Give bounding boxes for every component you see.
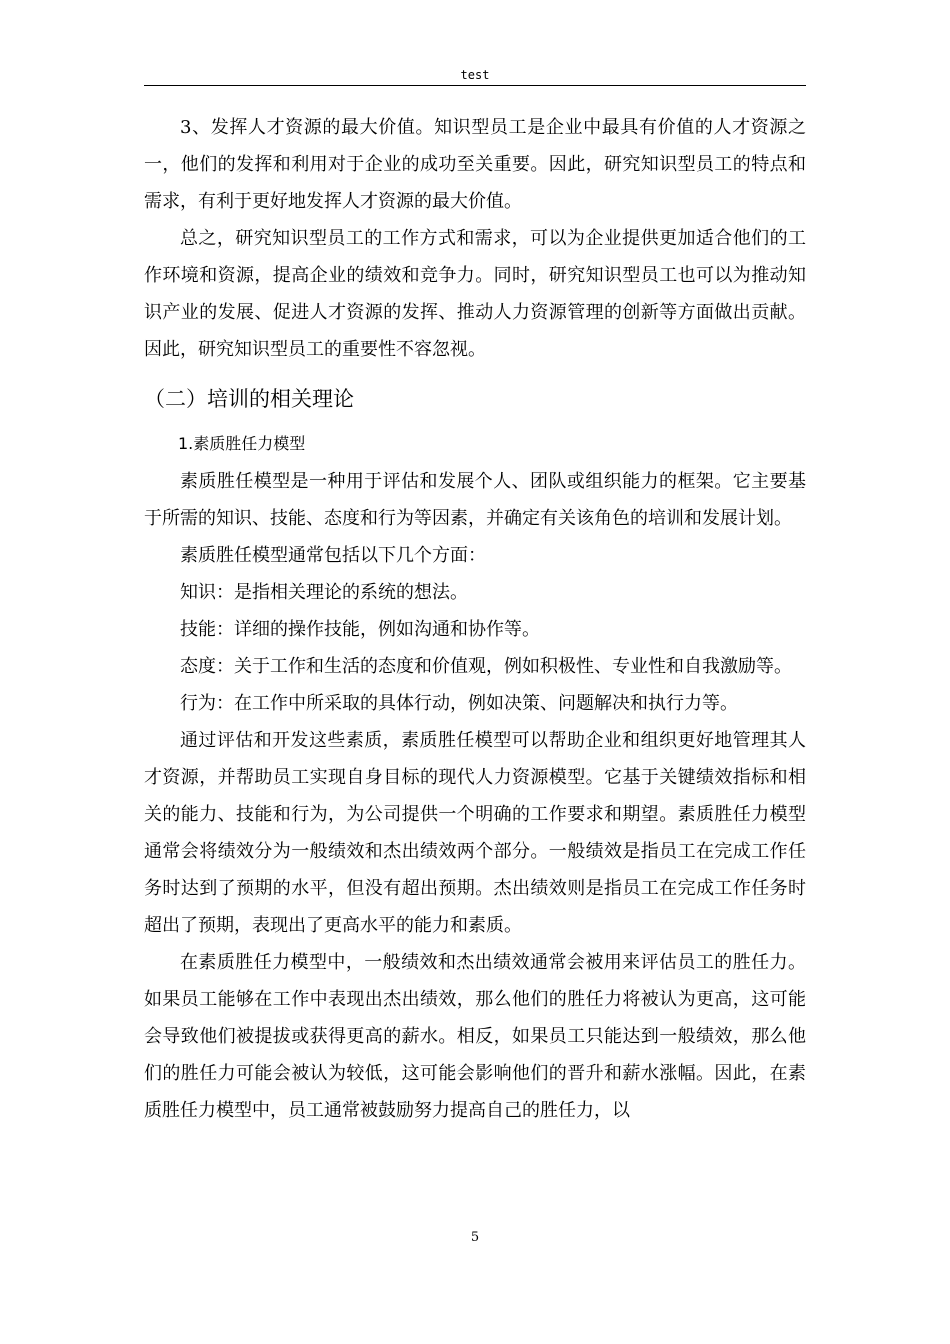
paragraph: 知识：是指相关理论的系统的想法。 (180, 582, 468, 603)
paragraph: 素质胜任模型通常包括以下几个方面： (180, 545, 486, 566)
subsection-heading: 1.素质胜任力模型 (178, 434, 306, 453)
paragraph: 通过评估和开发这些素质，素质胜任模型可以帮助企业和组织更好地管理其人才资源，并帮助员工实现自身目标的现代人力资源模型。它基于关键绩效指标和相关的能力、技能和行为，为公司提供一个明确的工作要求和期望。素质胜任力模型通常会将绩效分为一般绩效和杰出绩效两个部分。一般绩效是指员工在完成工作任务时达到了预期的水平，但没有超出预期。杰出绩效则是指员工在完成工作任务时超出了预期，表现出了更高水平的能力和素质。 (144, 730, 806, 936)
paragraph: 行为：在工作中所采取的具体行动，例如决策、问题解决和执行力等。 (180, 693, 738, 714)
paragraph: 在素质胜任力模型中，一般绩效和杰出绩效通常会被用来评估员工的胜任力。如果员工能够在工作中表现出杰出绩效，那么他们的胜任力将被认为更高，这可能会导致他们被提拔或获得更高的薪水。相反，如果员工只能达到一般绩效，那么他们的胜任力可能会被认为较低，这可能会影响他们的晋升和薪水涨幅。因此，在素质胜任力模型中，员工通常被鼓励努力提高自己的胜任力，以 (144, 952, 806, 1121)
paragraph: 态度：关于工作和生活的态度和价值观，例如积极性、专业性和自我激励等。 (180, 656, 792, 677)
section-heading: （二）培训的相关理论 (144, 387, 354, 411)
paragraph: 技能：详细的操作技能，例如沟通和协作等。 (180, 619, 540, 640)
paragraph: 3、发挥人才资源的最大价值。知识型员工是企业中最具有价值的人才资源之一，他们的发挥和利用对于企业的成功至关重要。因此，研究知识型员工的特点和需求，有利于更好地发挥人才资源的最大价值。 (144, 117, 806, 212)
page-number: 5 (470, 1230, 480, 1245)
page-header: test (460, 68, 490, 82)
paragraph: 素质胜任模型是一种用于评估和发展个人、团队或组织能力的框架。它主要基于所需的知识、技能、态度和行为等因素，并确定有关该角色的培训和发展计划。 (144, 471, 806, 529)
document-body (144, 109, 806, 1129)
paragraph: 总之，研究知识型员工的工作方式和需求，可以为企业提供更加适合他们的工作环境和资源，提高企业的绩效和竞争力。同时，研究知识型员工也可以为推动知识产业的发展、促进人才资源的发挥、推动人力资源管理的创新等方面做出贡献。因此，研究知识型员工的重要性不容忽视。 (144, 228, 806, 360)
header-divider (144, 85, 806, 86)
